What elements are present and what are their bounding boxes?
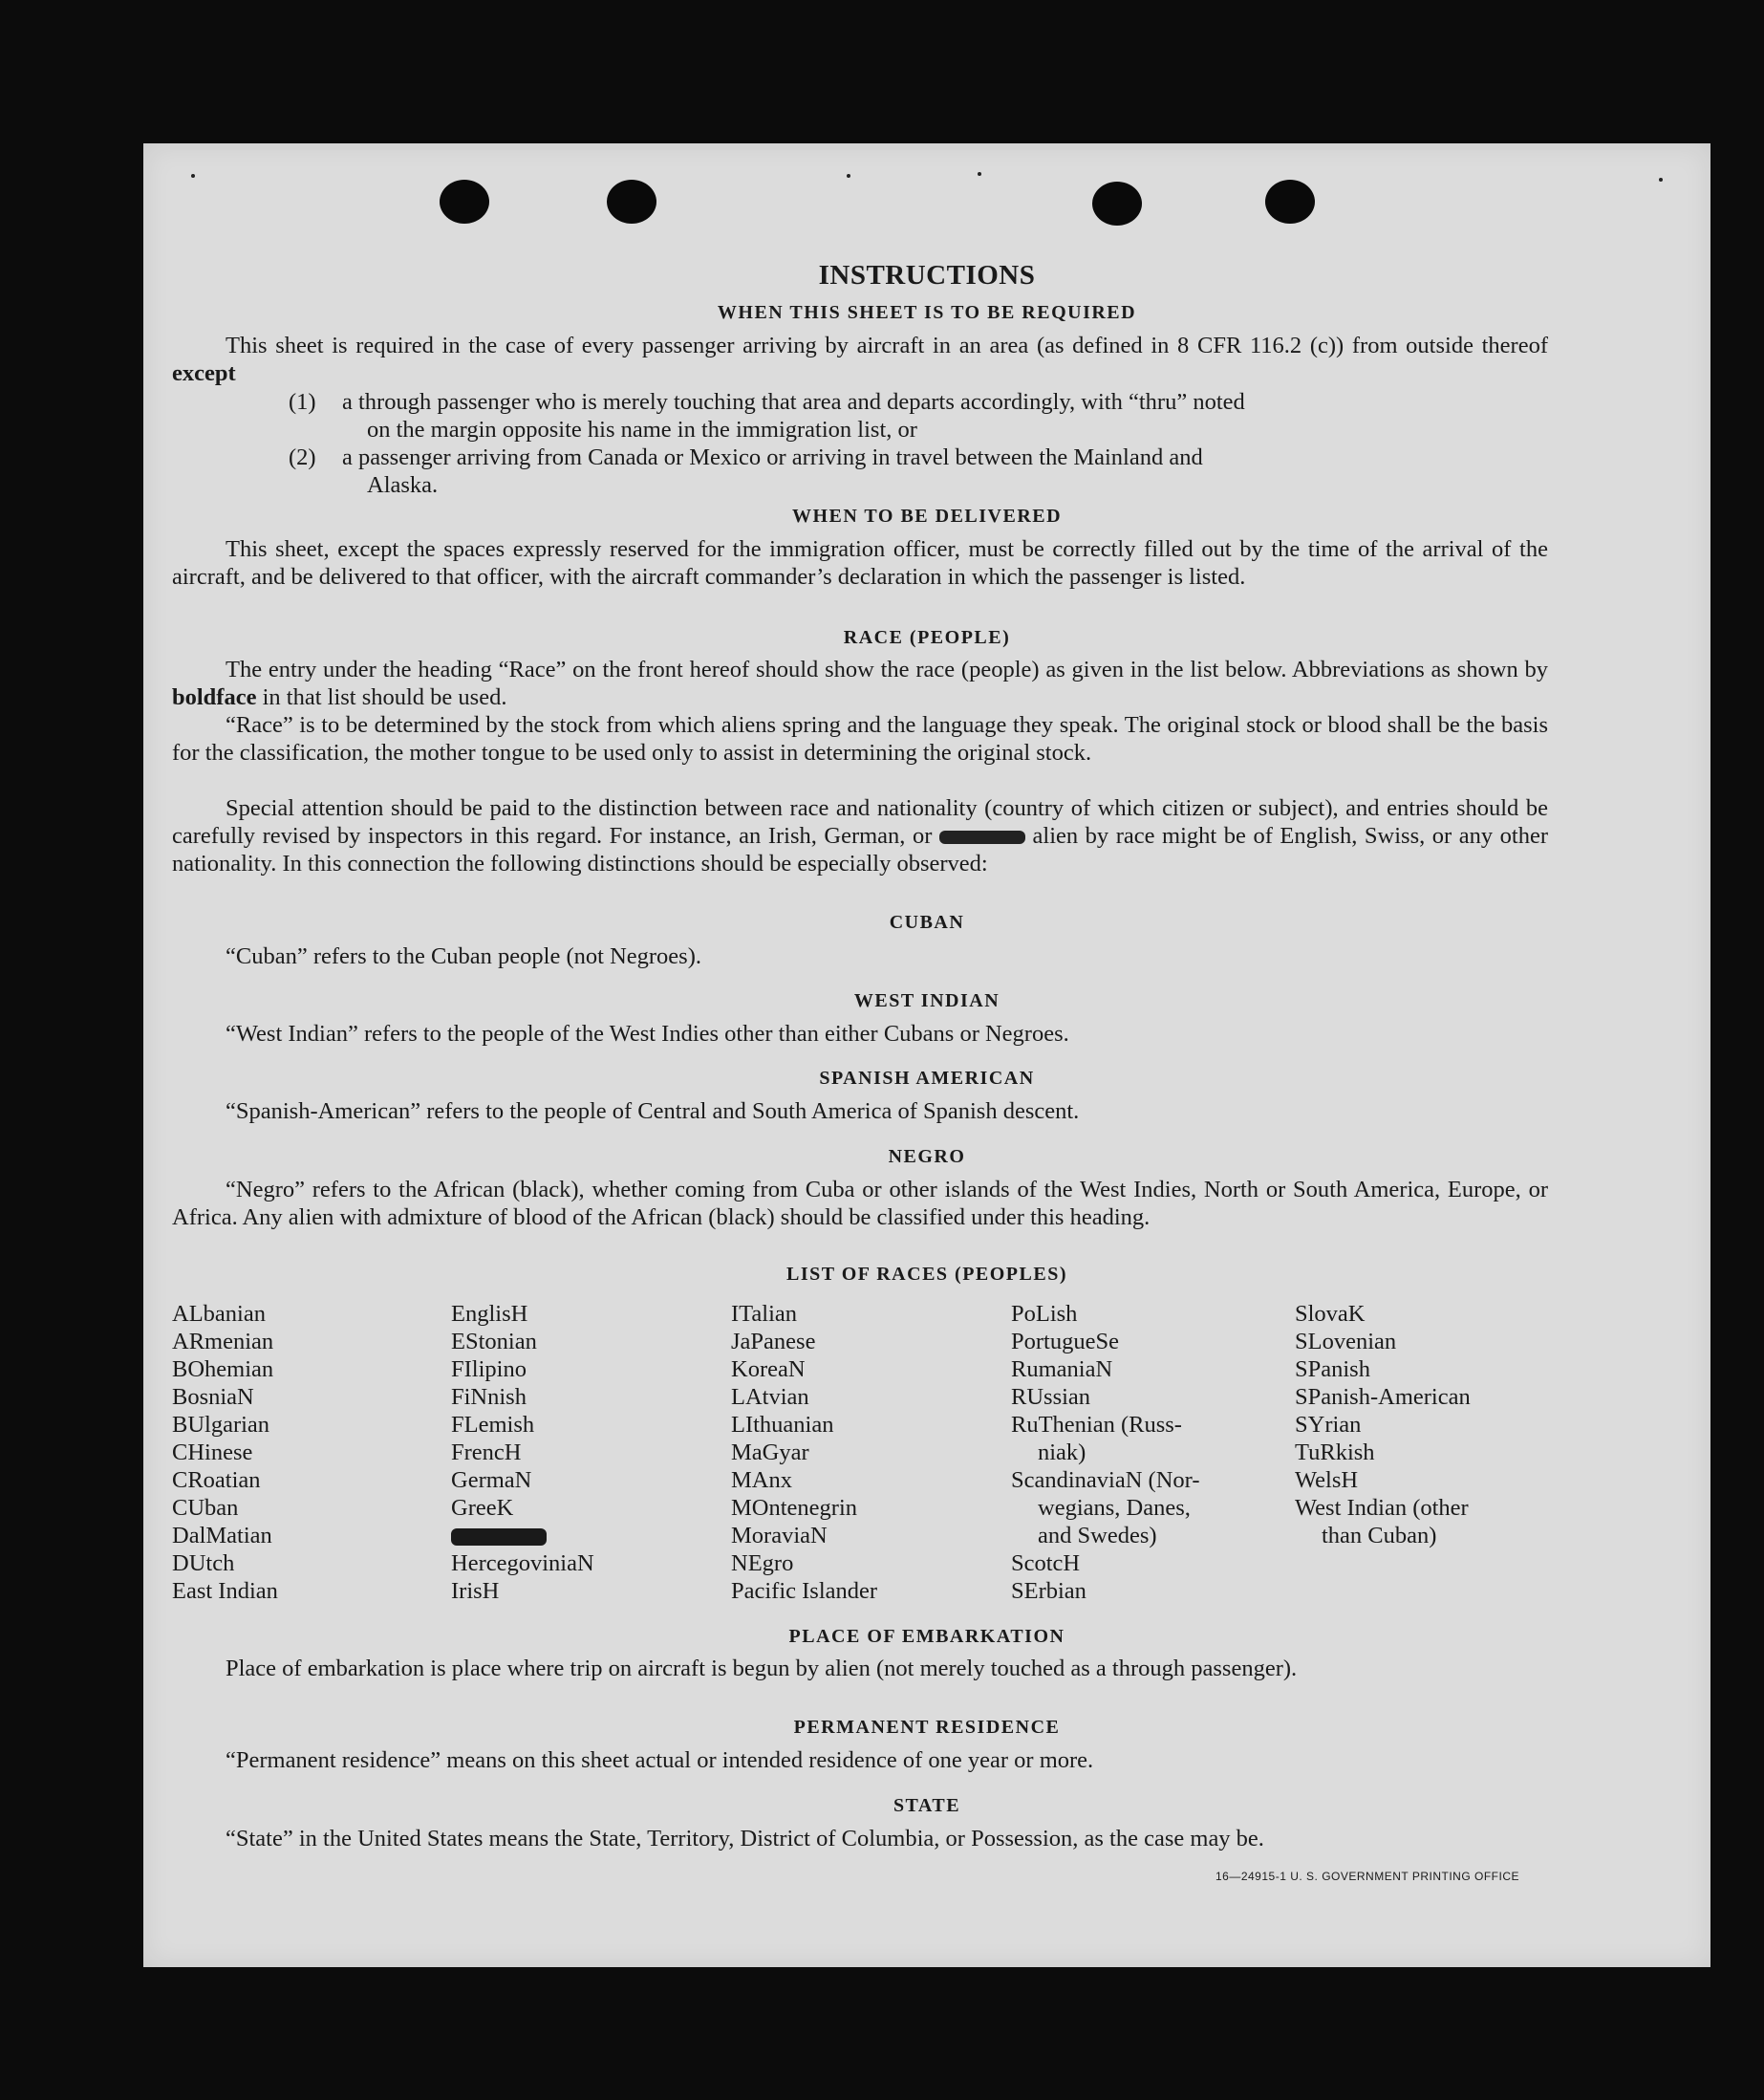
paragraph-when-required: This sheet is required in the case of every passenger arriving by aircraft in an area (as defined in 8 CFR 116.2 (c)) from outside thereof except: [172, 333, 1548, 386]
race-item: CHinese: [172, 1440, 253, 1465]
race-item: GermaN: [451, 1467, 532, 1493]
race-item-redacted: [451, 1522, 594, 1549]
section-heading-embarkation: PLACE OF EMBARKATION: [788, 1626, 1065, 1647]
race-item: ScandinaviaN (Nor-: [1011, 1467, 1200, 1493]
paragraph-spanish-american: “Spanish-American” refers to the people of Central and South America of Spanish descent.: [226, 1098, 1080, 1124]
dust-speck: [978, 172, 981, 176]
race-item: RUssian: [1011, 1384, 1091, 1410]
race-column-1: [172, 1300, 278, 1605]
race-item: SYrian: [1295, 1412, 1362, 1438]
race-item: MAnx: [731, 1467, 792, 1493]
race-column-3: [731, 1300, 877, 1605]
race-item: PortugueSe: [1011, 1329, 1119, 1354]
race-item: SPanish-American: [1295, 1384, 1471, 1410]
race-item: BosniaN: [172, 1384, 254, 1410]
paragraph-negro: “Negro” refers to the African (black), whether coming from Cuba or other islands of the West Indies, North or South America, Europe, or Africa. Any alien with admixture of blood of the African (black) should be classified under this heading.: [172, 1177, 1548, 1230]
race-item: RuThenian (Russ-: [1011, 1412, 1182, 1438]
paragraph-when-delivered: This sheet, except the spaces expressly reserved for the immigration officer, must be correctly filled out by the time of the arrival of the aircraft, and be delivered to that officer, with the aircraft commander’s declaration in which the passenger is listed.: [172, 536, 1548, 590]
section-heading-residence: PERMANENT RESIDENCE: [793, 1717, 1061, 1738]
section-heading-state: STATE: [893, 1795, 961, 1816]
race-item: BOhemian: [172, 1356, 274, 1382]
race-item: EStonian: [451, 1329, 537, 1354]
race-item: FiNnish: [451, 1384, 527, 1410]
race-item: SErbian: [1011, 1578, 1086, 1604]
printing-office-note: 16—24915-1 U. S. GOVERNMENT PRINTING OFFICE: [1215, 1870, 1519, 1883]
race-item: MoraviaN: [731, 1523, 828, 1548]
race-column-2: [451, 1300, 594, 1605]
punch-hole: [1265, 180, 1315, 224]
race-item: FIlipino: [451, 1356, 527, 1382]
punch-hole: [1092, 182, 1142, 226]
race-item: DUtch: [172, 1550, 235, 1576]
race-item-continued: than Cuban): [1322, 1523, 1437, 1548]
race-item: SlovaK: [1295, 1301, 1366, 1327]
exception-item-1: (1) a through passenger who is merely touching that area and departs accordingly, with “thru” noted on the margin opposite his name in the immigration list, or: [289, 389, 1245, 443]
document-sheet: [143, 143, 1710, 1967]
race-item: BUlgarian: [172, 1412, 270, 1438]
race-list: [172, 1300, 1586, 1606]
race-item: EnglisH: [451, 1301, 528, 1327]
paragraph-west-indian: “West Indian” refers to the people of the West Indies other than either Cubans or Negroes.: [226, 1021, 1069, 1047]
race-item-continued: and Swedes): [1038, 1523, 1157, 1548]
race-item: RumaniaN: [1011, 1356, 1113, 1382]
race-item: DalMatian: [172, 1523, 272, 1548]
race-item: ScotcH: [1011, 1550, 1081, 1576]
race-item: SPanish: [1295, 1356, 1370, 1382]
section-heading-list-of-races: LIST OF RACES (PEOPLES): [785, 1264, 1067, 1285]
race-item: East Indian: [172, 1578, 278, 1604]
section-heading-west-indian: WEST INDIAN: [853, 990, 1000, 1011]
race-item: WelsH: [1295, 1467, 1359, 1493]
race-item: IrisH: [451, 1578, 500, 1604]
race-item: CUban: [172, 1495, 239, 1521]
race-item-continued: wegians, Danes,: [1038, 1495, 1191, 1521]
section-heading-negro: NEGRO: [888, 1146, 966, 1167]
race-item: NEgro: [731, 1550, 794, 1576]
race-item: FLemish: [451, 1412, 535, 1438]
paragraph-residence: “Permanent residence” means on this sheet actual or intended residence of one year or more.: [226, 1747, 1094, 1773]
punch-hole: [607, 180, 656, 224]
paragraph-race-3: Special attention should be paid to the distinction between race and nationality (country of which citizen or subject), and entries should be carefully revised by inspectors in this regard. For instance, an Irish, German, or alien by race might be of English, Swiss, or any other nationality. In this connection the following distinctions should be especially observed:: [172, 795, 1549, 877]
race-item: KoreaN: [731, 1356, 806, 1382]
race-item: GreeK: [451, 1495, 514, 1521]
race-item: PoLish: [1011, 1301, 1078, 1327]
race-item: LAtvian: [731, 1384, 809, 1410]
race-item: LIthuanian: [731, 1412, 834, 1438]
section-heading-race: RACE (PEOPLE): [843, 627, 1011, 648]
race-item: FrencH: [451, 1440, 522, 1465]
race-column-5: [1295, 1300, 1471, 1549]
dust-speck: [1659, 178, 1663, 182]
race-item: ITalian: [731, 1301, 798, 1327]
race-item: TuRkish: [1295, 1440, 1375, 1465]
race-item: Pacific Islander: [731, 1578, 878, 1604]
race-item: SLovenian: [1295, 1329, 1397, 1354]
race-item-continued: niak): [1038, 1440, 1086, 1465]
paragraph-embarkation: Place of embarkation is place where trip on aircraft is begun by alien (not merely touched as a through passenger).: [226, 1656, 1298, 1681]
race-item: HercegoviniaN: [451, 1550, 594, 1576]
page-title: INSTRUCTIONS: [818, 260, 1036, 291]
race-item: ALbanian: [172, 1301, 266, 1327]
paragraph-race-1: The entry under the heading “Race” on the front hereof should show the race (people) as given in the list below. Abbreviations as shown by boldface in that list should be used.: [172, 657, 1548, 710]
dust-speck: [847, 174, 850, 178]
race-item: ARmenian: [172, 1329, 274, 1354]
section-heading-spanish-american: SPANISH AMERICAN: [819, 1068, 1035, 1089]
race-item: CRoatian: [172, 1467, 261, 1493]
race-item: MaGyar: [731, 1440, 809, 1465]
paragraph-cuban: “Cuban” refers to the Cuban people (not Negroes).: [226, 943, 701, 969]
redaction-blot: [451, 1528, 547, 1546]
race-item: West Indian (other: [1295, 1495, 1469, 1521]
race-item: JaPanese: [731, 1329, 816, 1354]
redaction-blot: [939, 831, 1025, 844]
section-heading-when-required: WHEN THIS SHEET IS TO BE REQUIRED: [717, 302, 1137, 323]
section-heading-cuban: CUBAN: [889, 912, 965, 933]
punch-hole: [440, 180, 489, 224]
race-item: MOntenegrin: [731, 1495, 857, 1521]
paragraph-race-2: “Race” is to be determined by the stock from which aliens spring and the language they speak. The original stock or blood shall be the basis for the classification, the mother tongue to be used only to assist in determining the original stock.: [172, 712, 1548, 766]
section-heading-when-delivered: WHEN TO BE DELIVERED: [791, 506, 1063, 527]
paragraph-state: “State” in the United States means the State, Territory, District of Columbia, or Possession, as the case may be.: [226, 1826, 1264, 1851]
race-column-4: [1011, 1300, 1199, 1605]
exception-item-2: (2) a passenger arriving from Canada or Mexico or arriving in travel between the Mainland and Alaska.: [289, 444, 1203, 498]
dust-speck: [191, 174, 195, 178]
